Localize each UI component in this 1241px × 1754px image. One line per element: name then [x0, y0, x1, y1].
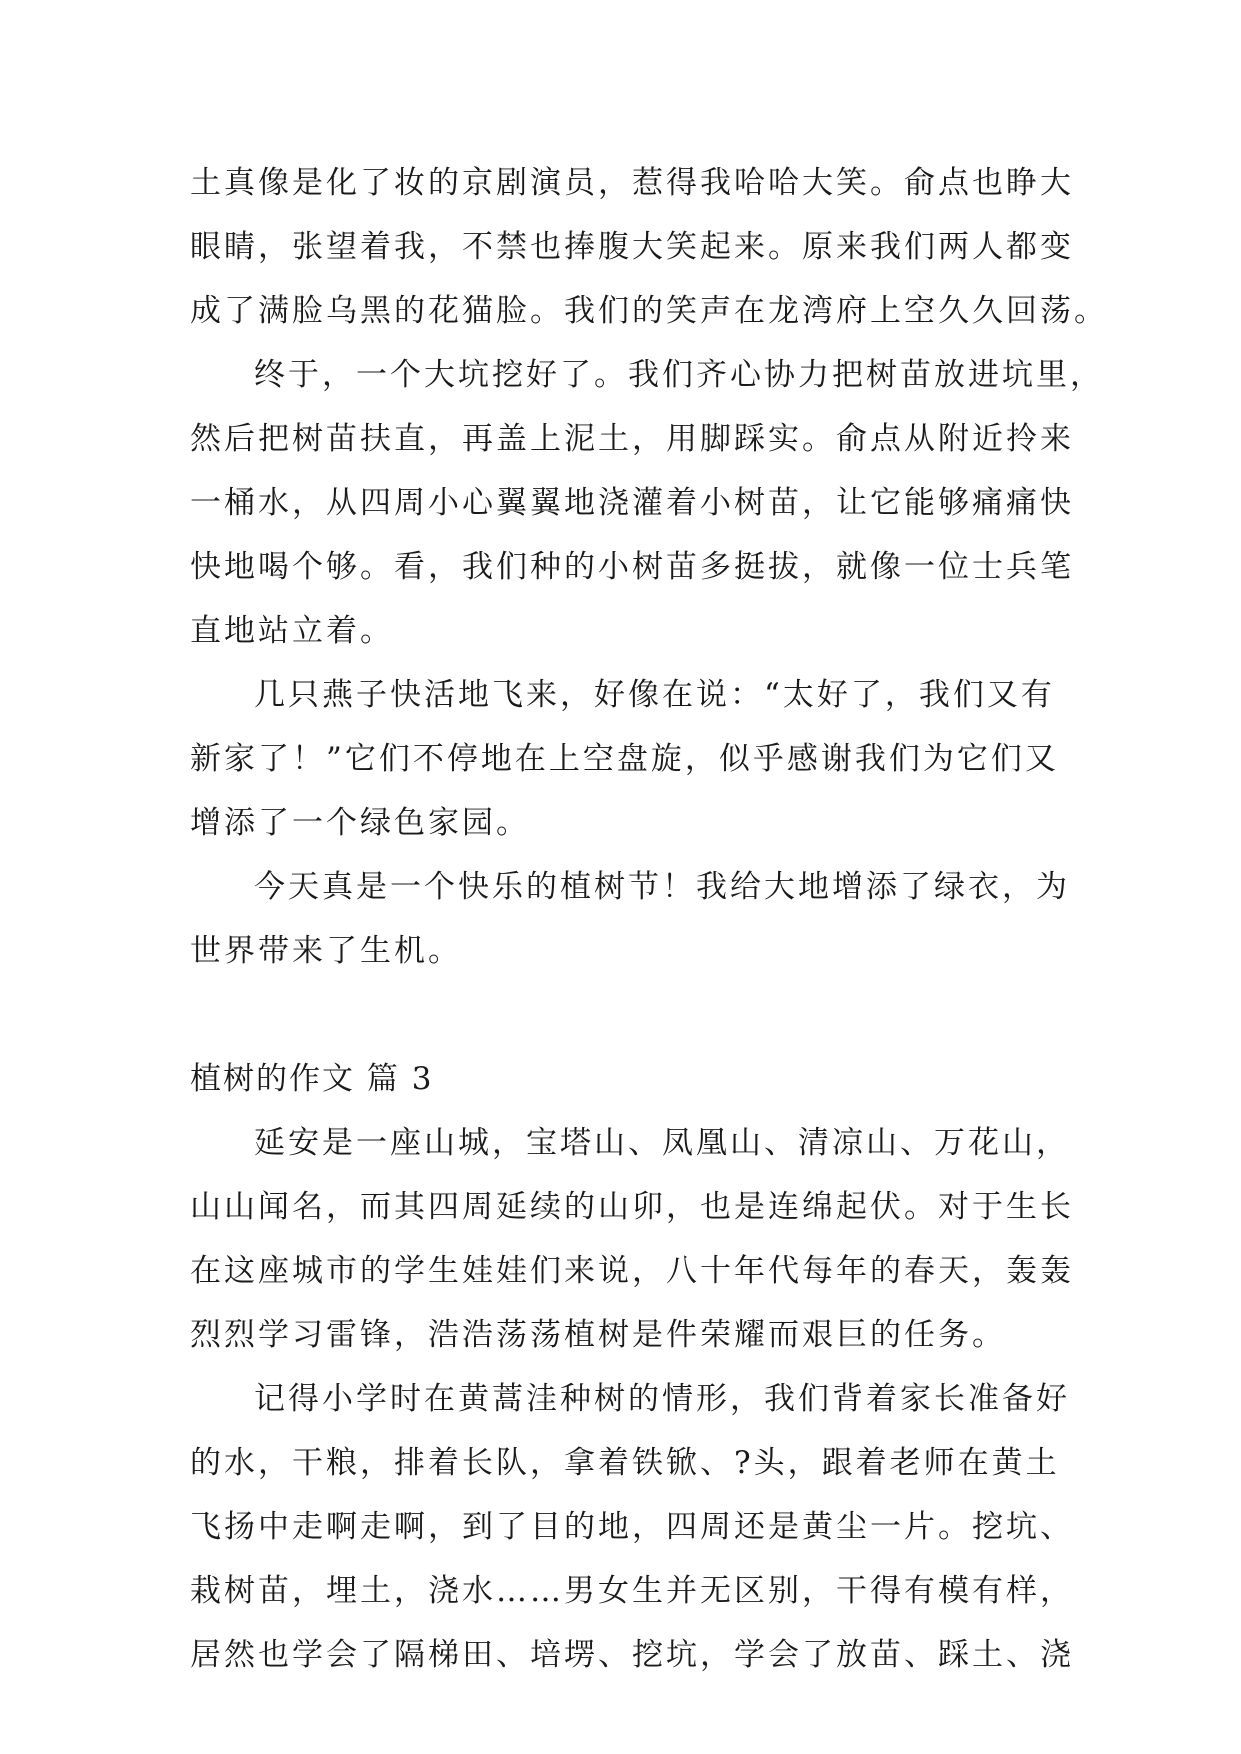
- text-line: 的水，干粮，排着长队，拿着铁锨、?头，跟着老师在黄土: [190, 1445, 1060, 1481]
- text-line: 成了满脸乌黑的花猫脸。我们的笑声在龙湾府上空久久回荡。: [190, 293, 1108, 329]
- text-line: 世界带来了生机。: [190, 933, 462, 969]
- text-line: 土真像是化了妆的京剧演员，惹得我哈哈大笑。俞点也睁大: [190, 165, 1074, 201]
- text-line: 快地喝个够。看，我们种的小树苗多挺拔，就像一位士兵笔: [190, 549, 1074, 585]
- paragraph-first-line: 记得小学时在黄蒿洼种树的情形，我们背着家长准备好: [254, 1381, 1070, 1417]
- paragraph-first-line: 终于，一个大坑挖好了。我们齐心协力把树苗放进坑里，: [254, 357, 1104, 393]
- text-line: 新家了！”它们不停地在上空盘旋，似乎感谢我们为它们又: [190, 741, 1059, 777]
- text-line: 一桶水，从四周小心翼翼地浇灌着小树苗，让它能够痛痛快: [190, 485, 1074, 521]
- paragraph-first-line: 延安是一座山城，宝塔山、凤凰山、清凉山、万花山，: [254, 1125, 1070, 1161]
- text-line: 山山闻名，而其四周延续的山卯，也是连绵起伏。对于生长: [190, 1189, 1074, 1225]
- text-line: 栽树苗，埋土，浇水……男女生并无区别，干得有模有样，: [190, 1573, 1074, 1609]
- text-line: 直地站立着。: [190, 613, 394, 649]
- paragraph-first-line: 今天真是一个快乐的植树节！我给大地增添了绿衣，为: [254, 869, 1070, 905]
- section-heading: 植树的作文 篇 3: [190, 1061, 434, 1097]
- text-line: 飞扬中走啊走啊，到了目的地，四周还是黄尘一片。挖坑、: [190, 1509, 1074, 1545]
- text-line: 增添了一个绿色家园。: [190, 805, 530, 841]
- paragraph-first-line: 几只燕子快活地飞来，好像在说：“太好了，我们又有: [254, 677, 1055, 713]
- text-line: 居然也学会了隔梯田、培塄、挖坑，学会了放苗、踩土、浇: [190, 1637, 1074, 1673]
- text-line: 然后把树苗扶直，再盖上泥土，用脚踩实。俞点从附近拎来: [190, 421, 1074, 457]
- text-line: 烈烈学习雷锋，浩浩荡荡植树是件荣耀而艰巨的任务。: [190, 1317, 1006, 1353]
- text-line: 眼睛，张望着我，不禁也捧腹大笑起来。原来我们两人都变: [190, 229, 1074, 265]
- text-line: 在这座城市的学生娃娃们来说，八十年代每年的春天，轰轰: [190, 1253, 1074, 1289]
